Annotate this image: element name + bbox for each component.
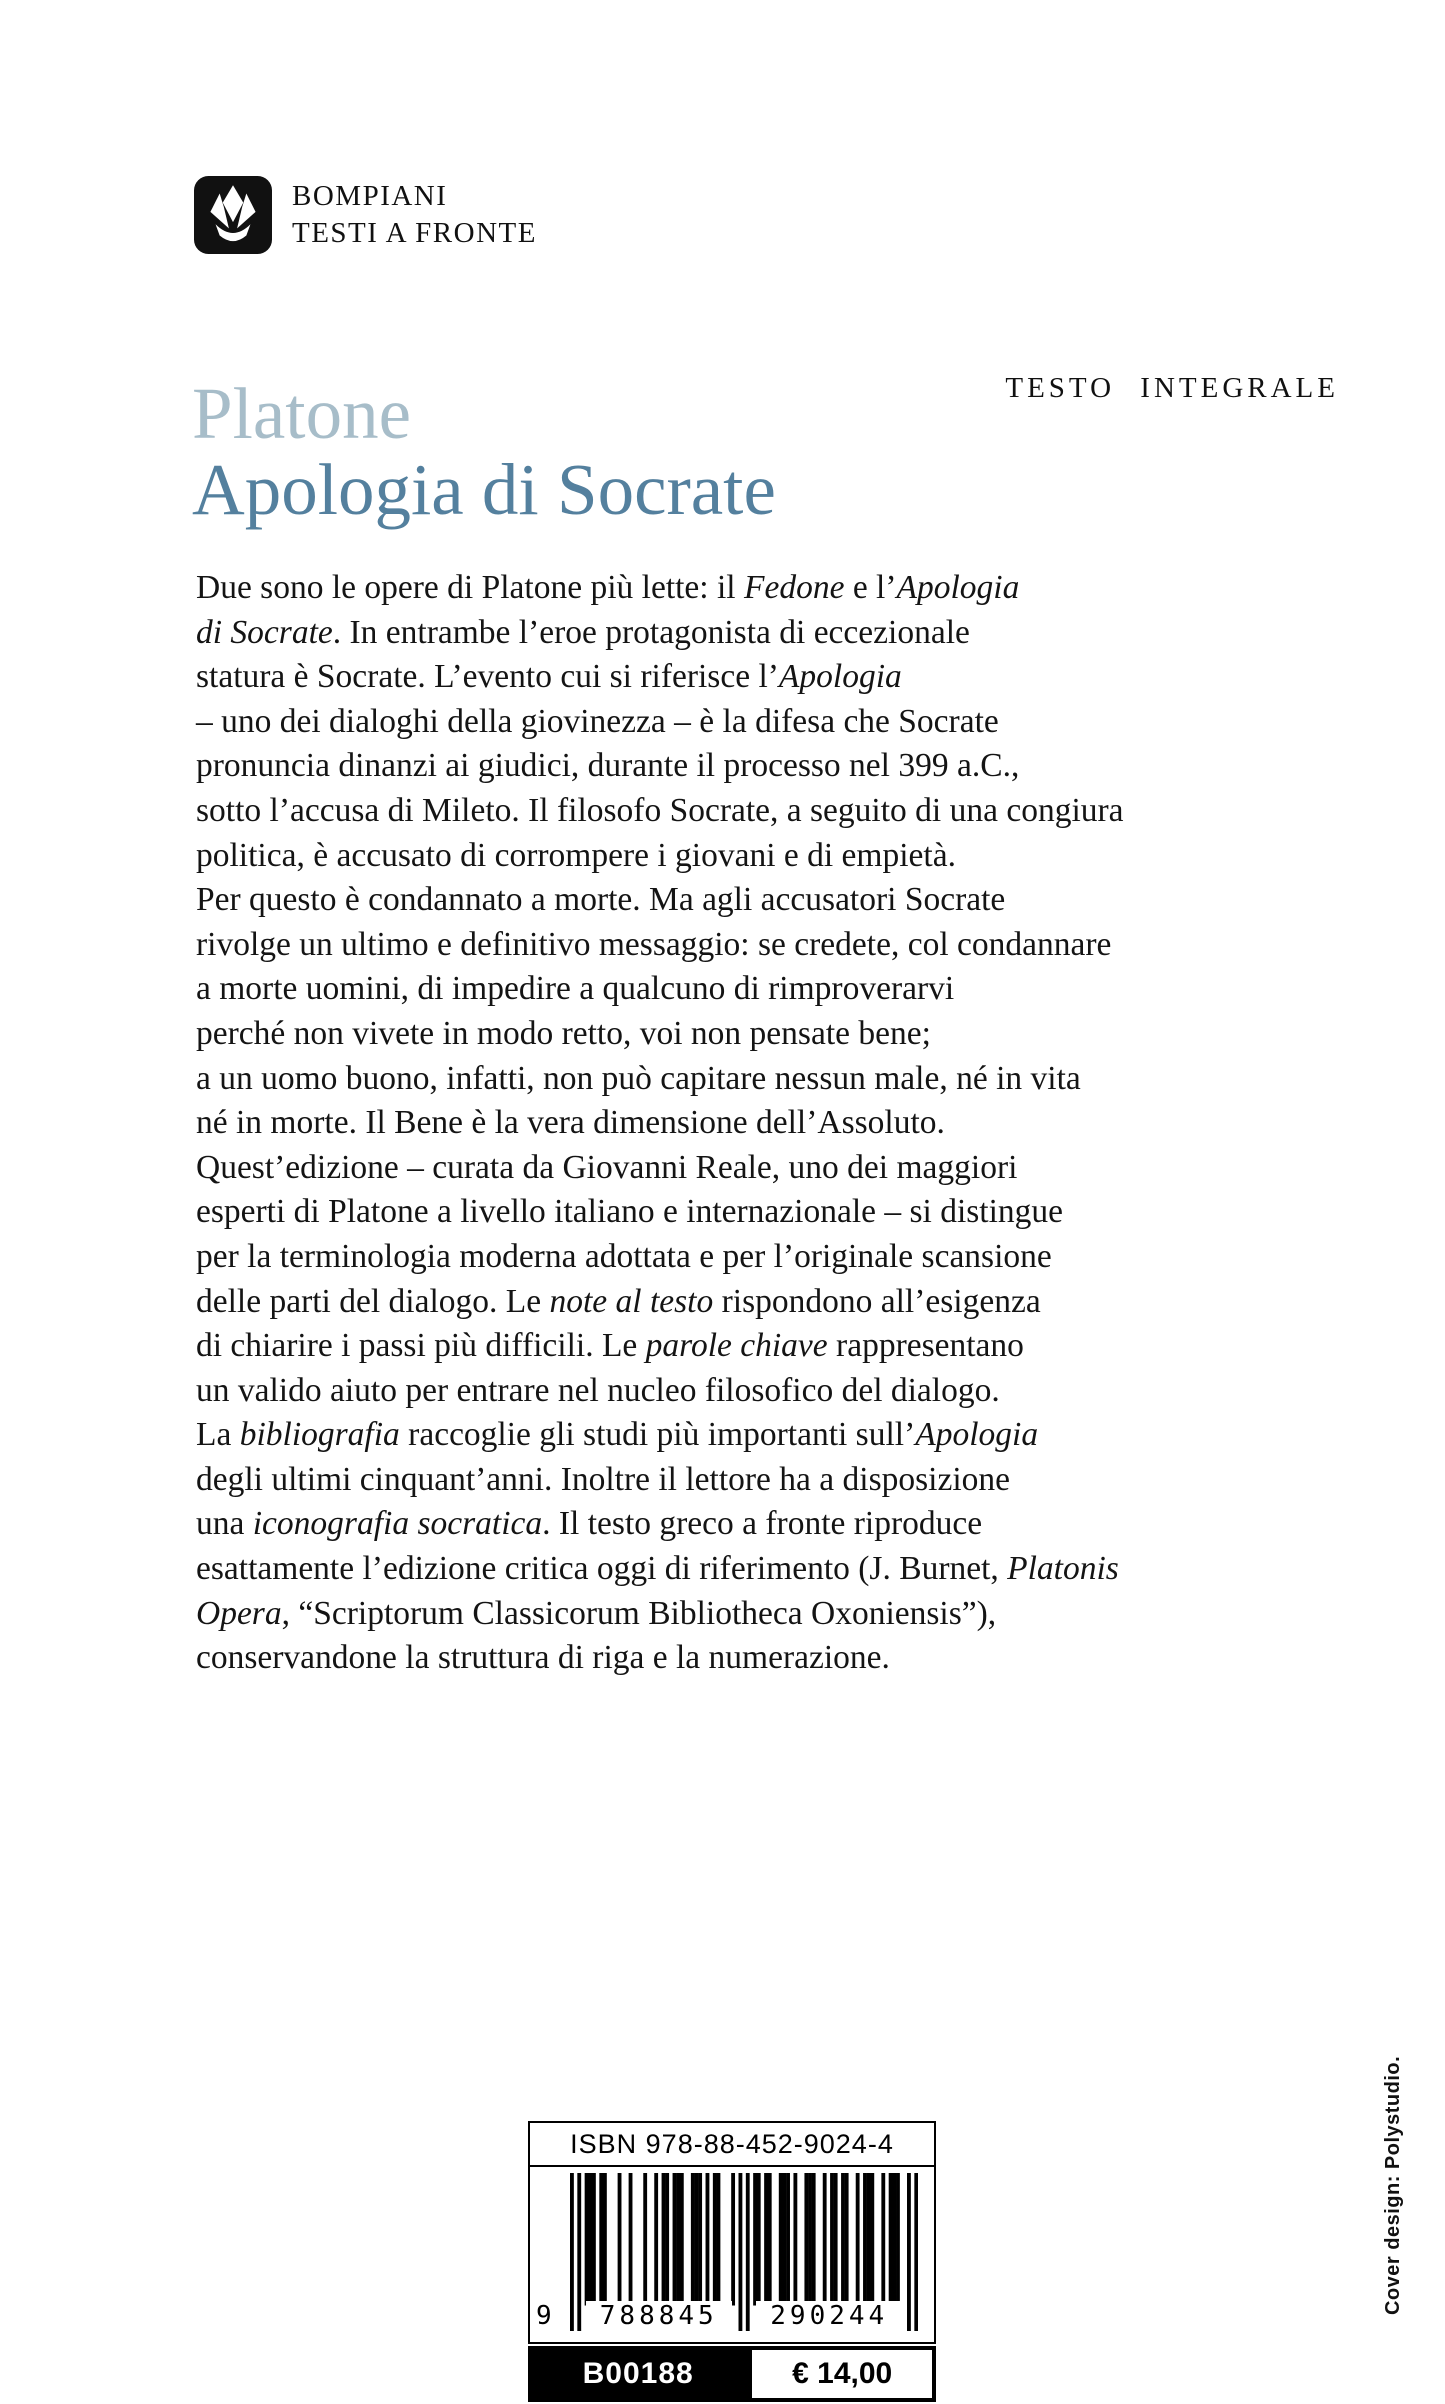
blurb-line: per la terminologia moderna adottata e per l’originale scansione [196,1237,1052,1275]
barcode-digit-lead: 9 [536,2301,552,2331]
price: € 14,00 [748,2346,936,2402]
blurb-line: rivolge un ultimo e definitivo messaggio: se credete, col condannare [196,925,1112,963]
book-title: Apologia di Socrate [192,449,776,530]
blurb-line: Quest’edizione – curata da Giovanni Reale, uno dei maggiori [196,1148,1018,1186]
author-title: Platone [192,373,411,454]
price-bar [528,2346,936,2402]
blurb-line: statura è Socrate. L’evento cui si riferisce l’Apologia [196,658,902,696]
publisher-text [292,178,537,252]
blurb-line: né in morte. Il Bene è la vera dimensione dell’Assoluto. [196,1104,945,1142]
blurb-line: di Socrate. In entrambe l’eroe protagonista di eccezionale [196,613,970,651]
blurb-line: esattamente l’edizione critica oggi di riferimento (J. Burnet, Platonis [196,1550,1119,1588]
blurb-line: a un uomo buono, infatti, non può capitare nessun male, né in vita [196,1059,1081,1097]
blurb-line: Per questo è condannato a morte. Ma agli accusatori Socrate [196,881,1006,919]
blurb-line: a morte uomini, di impedire a qualcuno di rimproverarvi [196,970,955,1008]
blurb-line: – uno dei dialoghi della giovinezza – è la difesa che Socrate [196,702,999,740]
blurb-line: La bibliografia raccoglie gli studi più importanti sull’Apologia [196,1416,1039,1454]
barcode-block [528,2121,936,2344]
blurb-line: pronuncia dinanzi ai giudici, durante il processo nel 399 a.C., [196,747,1020,785]
title-block [192,373,776,530]
blurb-line: sotto l’accusa di Mileto. Il filosofo Socrate, a seguito di una congiura [196,791,1124,829]
isbn-label: ISBN 978-88-452-9024-4 [530,2123,934,2167]
blurb [196,566,1361,1681]
blurb-line: degli ultimi cinquant’anni. Inoltre il lettore ha a disposizione [196,1460,1011,1498]
blurb-line: delle parti del dialogo. Le note al testo rispondono all’esigenza [196,1282,1041,1320]
publisher-block [194,176,537,254]
blurb-line: politica, è accusato di corrompere i giovani e di empietà. [196,836,956,874]
blurb-line: esperti di Platone a livello italiano e internazionale – si distingue [196,1193,1064,1231]
blurb-line: perché non vivete in modo retto, voi non pensate bene; [196,1014,931,1052]
bompiani-flower-icon [194,176,272,254]
barcode-digit-group-left: 788845 [586,2301,732,2331]
edition-label: TESTO INTEGRALE [1005,372,1339,404]
barcode-bars-area [536,2173,918,2331]
publisher-name: BOMPIANI [292,180,448,212]
blurb-line: Due sono le opere di Platone più lette: il Fedone e l’Apologia [196,569,1020,606]
blurb-line: un valido aiuto per entrare nel nucleo filosofico del dialogo. [196,1371,1000,1409]
blurb-line: di chiarire i passi più difficili. Le parole chiave rappresentano [196,1327,1024,1365]
barcode-digits [536,2301,918,2331]
cover-design-credit: Cover design: Polystudio. [1382,2055,1404,2315]
barcode-digit-group-right: 290244 [756,2301,902,2331]
blurb-line: Opera, “Scriptorum Classicorum Bibliotheca Oxoniensis”), [196,1594,997,1632]
blurb-line: una iconografia socratica. Il testo greco a fronte riproduce [196,1505,983,1543]
blurb-line: conservandone la struttura di riga e la numerazione. [196,1639,890,1677]
product-code: B00188 [528,2346,748,2402]
publisher-series: TESTI A FRONTE [292,217,537,249]
